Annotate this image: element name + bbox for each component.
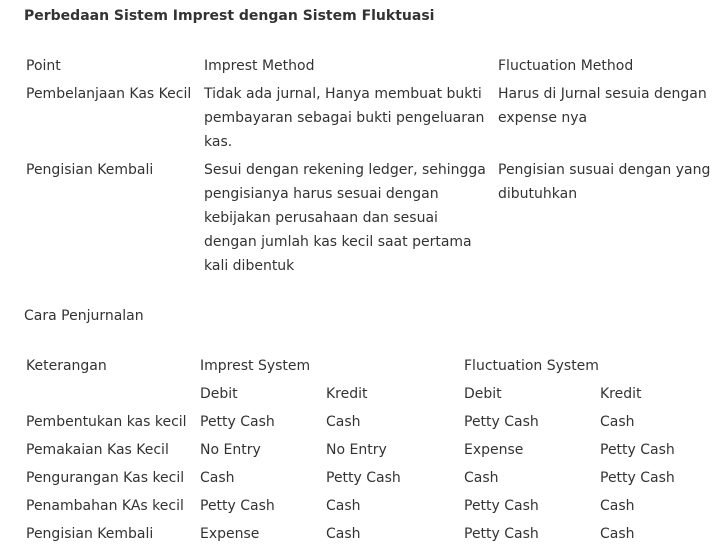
journal-subheader-row [24,382,714,410]
fluctuation-debit-cell: Cash [464,470,499,486]
imprest-debit-cell: Expense [200,526,260,542]
header-fluctuation-system: Fluctuation System [464,358,599,374]
imprest-kredit-cell: No Entry [326,442,387,458]
fluctuation-kredit-cell: Petty Cash [600,442,675,458]
subheader-empty [24,382,198,410]
fluctuation-debit-cell: Petty Cash [464,414,539,430]
imprest-debit-cell: Petty Cash [200,498,275,514]
imprest-kredit-cell: Cash [326,498,361,514]
subheader-fluctuation-kredit: Kredit [600,386,642,402]
imprest-cell: Tidak ada jurnal, Hanya membuat bukti pembayaran sebagai bukti pengeluaran kas. [204,86,485,150]
fluctuation-kredit-cell: Petty Cash [600,470,675,486]
journal-label: Penambahan KAs kecil [26,498,184,514]
comparison-header-row [24,54,712,82]
imprest-debit-cell: Petty Cash [200,414,275,430]
subheader-imprest-debit: Debit [200,386,238,402]
journal-row [24,494,714,522]
imprest-debit-cell: Cash [200,470,235,486]
imprest-debit-cell: No Entry [200,442,261,458]
imprest-kredit-cell: Petty Cash [326,470,401,486]
header-imprest-method: Imprest Method [204,58,315,74]
fluctuation-debit-cell: Petty Cash [464,498,539,514]
fluctuation-debit-cell: Petty Cash [464,526,539,542]
header-keterangan: Keterangan [26,358,107,374]
journal-row [24,438,714,466]
header-fluctuation-method: Fluctuation Method [498,58,634,74]
comparison-row [24,82,712,158]
journal-section-title: Cara Penjurnalan [24,308,144,324]
journal-label: Pengisian Kembali [26,526,154,542]
journal-row [24,410,714,438]
point-cell: Pembelanjaan Kas Kecil [26,86,192,102]
fluctuation-debit-cell: Expense [464,442,524,458]
journal-label: Pemakaian Kas Kecil [26,442,169,458]
comparison-row [24,158,712,288]
fluctuation-cell: Pengisian susuai dengan yang dibutuhkan [498,162,711,202]
journal-label: Pengurangan Kas kecil [26,470,185,486]
journal-label: Pembentukan kas kecil [26,414,187,430]
fluctuation-cell: Harus di Jurnal sesuia dengan expense nya [498,86,707,126]
journal-row [24,522,714,550]
journal-header-row [24,354,714,382]
fluctuation-kredit-cell: Cash [600,414,635,430]
subheader-imprest-kredit: Kredit [326,386,368,402]
fluctuation-kredit-cell: Cash [600,526,635,542]
comparison-table [24,54,712,288]
point-cell: Pengisian Kembali [26,162,154,178]
subheader-fluctuation-debit: Debit [464,386,502,402]
header-point: Point [26,58,61,74]
fluctuation-kredit-cell: Cash [600,498,635,514]
header-imprest-system: Imprest System [200,358,311,374]
imprest-kredit-cell: Cash [326,414,361,430]
imprest-kredit-cell: Cash [326,526,361,542]
journal-row [24,466,714,494]
imprest-cell: Sesui dengan rekening ledger, sehingga pengisianya harus sesuai dengan kebijakan perusahaan dan sesuai dengan jumlah kas kecil saat pertama kali dibentuk [204,162,486,274]
page-heading: Perbedaan Sistem Imprest dengan Sistem Fluktuasi [24,8,435,24]
journal-table [24,354,714,550]
